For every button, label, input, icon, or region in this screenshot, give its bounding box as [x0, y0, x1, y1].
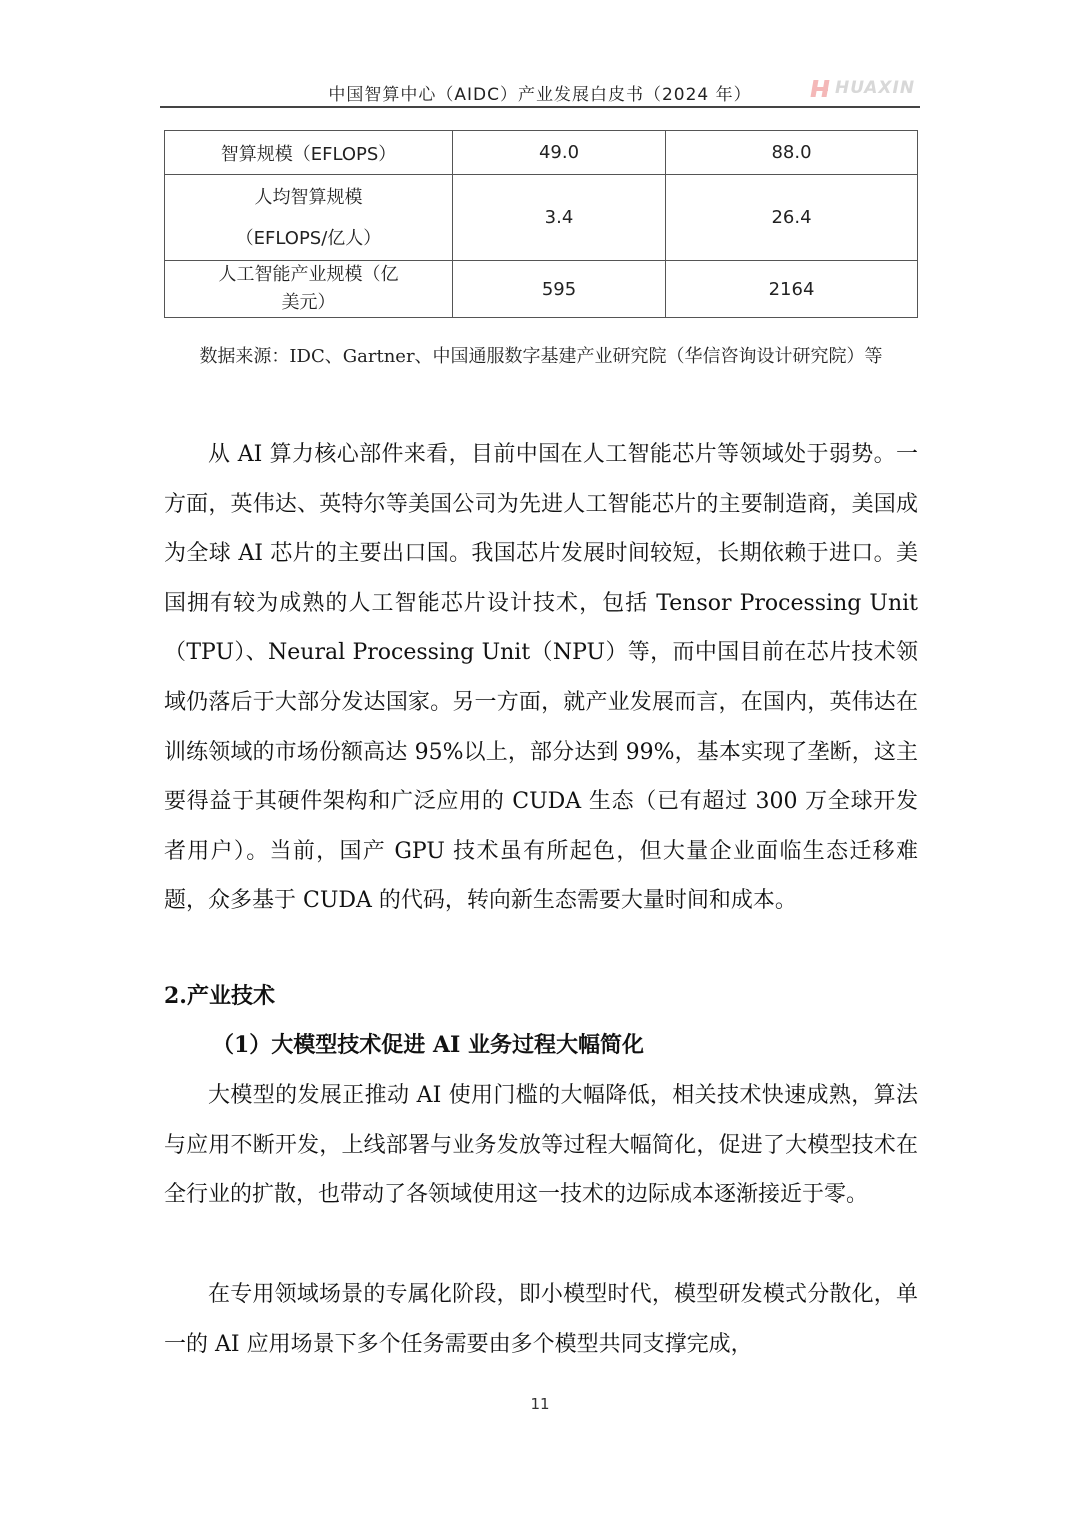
section-heading: 2.产业技术	[164, 983, 275, 1009]
row-label-line: 人工智能产业规模（亿	[218, 264, 399, 285]
paragraph: 大模型的发展正推动 AI 使用门槛的大幅降低，相关技术快速成熟，算法与应用不断开发，上线部署与业务发放等过程大幅简化，促进了大模型技术在全行业的扩散，也带动了各领域使用这一技术的边际成本逐渐接近于零。	[164, 1083, 918, 1208]
huaxin-logo	[812, 77, 915, 99]
table-row	[165, 261, 918, 318]
cell-value: 2164	[666, 261, 918, 318]
row-label-line: 美元）	[281, 292, 336, 313]
paragraph: 从 AI 算力核心部件来看，目前中国在人工智能芯片等领域处于弱势。一方面，英伟达、英特尔等美国公司为先进人工智能芯片的主要制造商，美国成为全球 AI 芯片的主要出口国。我国芯片发展时间较短，长期依赖于进口。美国拥有较为成熟的人工智能芯片设计技术，包括 Tensor Processing Unit（TPU）、Neural Processing Unit（NPU）等，而中国目前在芯片技术领域仍落后于大部分发达国家。另一方面，就产业发展而言，在国内，英伟达在训练领域的市场份额高达 95%以上，部分达到 99%，基本实现了垄断，这主要得益于其硬件架构和广泛应用的 CUDA 生态（已有超过 300 万全球开发者用户）。当前，国产 GPU 技术虽有所起色，但大量企业面临生态迁移难题，众多基于 CUDA 的代码，转向新生态需要大量时间和成本。	[164, 442, 918, 914]
table-row	[165, 131, 918, 175]
page-header	[160, 76, 920, 108]
data-table	[164, 130, 918, 318]
cell-value: 595	[453, 261, 666, 318]
page-number: 11	[530, 1395, 550, 1413]
document-title: 中国智算中心（AIDC）产业发展白皮书（2024 年）	[328, 85, 752, 105]
paragraph: 在专用领域场景的专属化阶段，即小模型时代，模型研发模式分散化，单一的 AI 应用场景下多个任务需要由多个模型共同支撑完成，	[164, 1282, 918, 1357]
table-row	[165, 175, 918, 261]
row-label-line: （EFLOPS/亿人）	[235, 227, 382, 249]
logo-mark-icon	[812, 80, 830, 97]
row-label	[165, 261, 453, 318]
header-divider	[160, 106, 920, 108]
cell-value: 88.0	[666, 131, 918, 175]
data-source-note: 数据来源：IDC、Gartner、中国通服数字基建产业研究院（华信咨询设计研究院）等	[199, 346, 883, 367]
row-label-line: 人均智算规模	[254, 186, 363, 208]
row-label	[165, 175, 453, 261]
cell-value: 3.4	[453, 175, 666, 261]
subsection-heading: （1）大模型技术促进 AI 业务过程大幅简化	[212, 1032, 644, 1058]
logo-text: HUAXIN	[835, 78, 916, 98]
row-label: 智算规模（EFLOPS）	[165, 131, 453, 175]
cell-value: 49.0	[453, 131, 666, 175]
cell-value: 26.4	[666, 175, 918, 261]
